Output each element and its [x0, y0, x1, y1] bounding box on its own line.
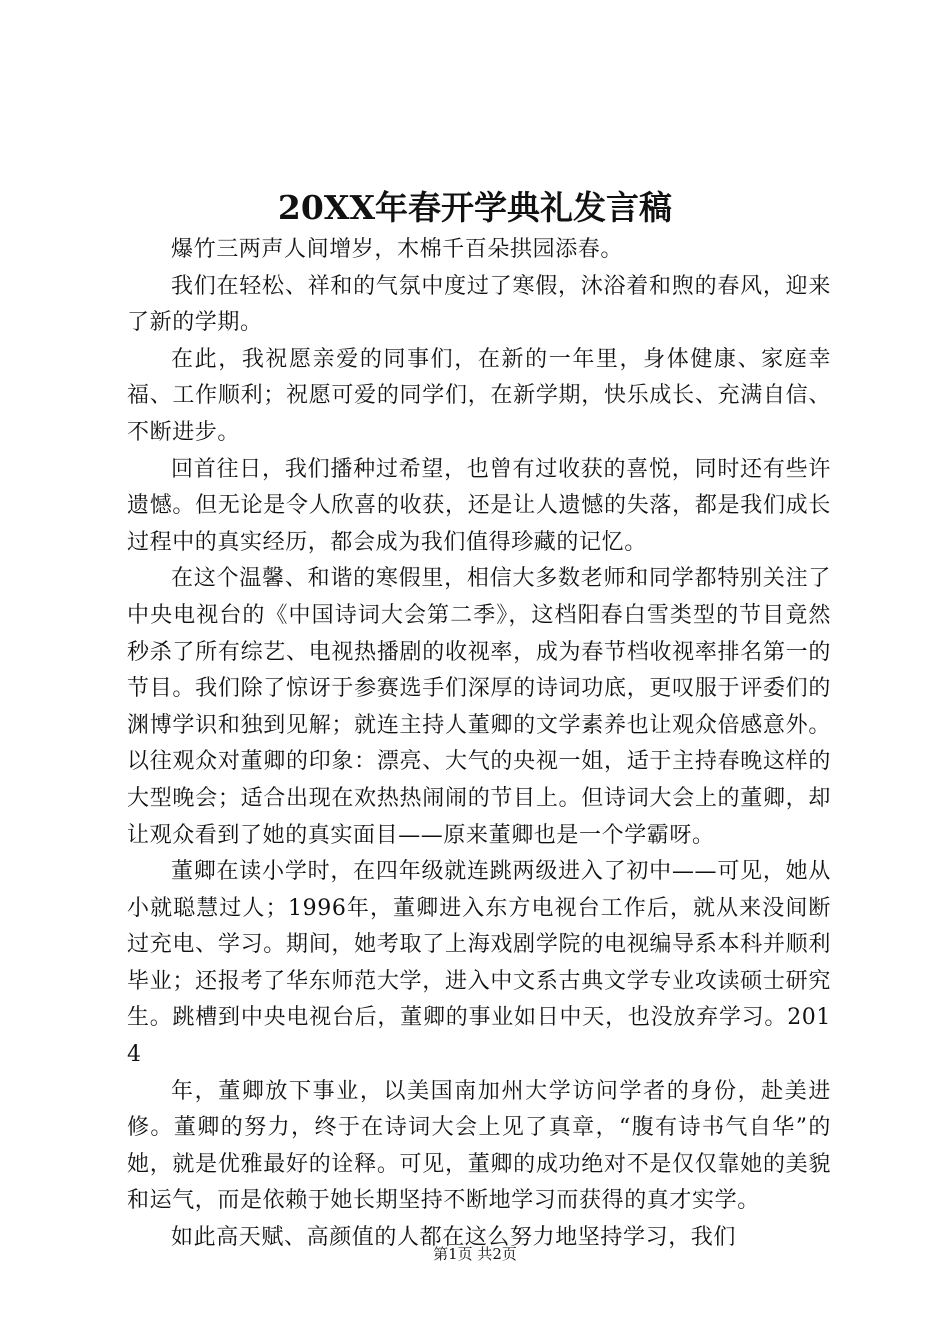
- paragraph: 董卿在读小学时，在四年级就连跳两级进入了初中——可见，她从小就聪慧过人；1996年，董卿进入东方电视台工作后，就从来没间断过充电、学习。期间，她考取了上海戏剧学院的电视编导系本科并顺利毕业；还报考了华东师范大学，进入中文系古典文学专业攻读硕士研究生。跳槽到中央电视台后，董卿的事业如日中天，也没放弃学习。2014: [127, 859, 831, 1068]
- document-title: 20XX年春开学典礼发言稿: [277, 188, 673, 227]
- paragraph: 回首往日，我们播种过希望，也曾有过收获的喜悦，同时还有些许遗憾。但无论是令人欣喜的收获，还是让人遗憾的失落，都是我们成长过程中的真实经历，都会成为我们值得珍藏的记忆。: [127, 456, 831, 555]
- paragraph: 年，董卿放下事业，以美国南加州大学访问学者的身份，赴美进修。董卿的努力，终于在诗词大会上见了真章，“腹有诗书气自华”的她，就是优雅最好的诠释。可见，董卿的成功绝对不是仅仅靠她的美貌和运气，而是依赖于她长期坚持不断地学习而获得的真才实学。: [127, 1078, 831, 1214]
- document-body: [127, 232, 831, 1257]
- page-footer: 第1页 共2页: [433, 1245, 517, 1263]
- paragraph: 爆竹三两声人间增岁，木棉千百朵拱园添春。: [171, 237, 624, 262]
- paragraph: 我们在轻松、祥和的气氛中度过了寒假，沐浴着和煦的春风，迎来了新的学期。: [127, 273, 831, 336]
- paragraph: 在此，我祝愿亲爱的同事们，在新的一年里，身体健康、家庭幸福、工作顺利；祝愿可爱的同学们，在新学期，快乐成长、充满自信、不断进步。: [127, 346, 831, 445]
- paragraph: 在这个温馨、和谐的寒假里，相信大多数老师和同学都特别关注了中央电视台的《中国诗词大会第二季》，这档阳春白雪类型的节目竟然秒杀了所有综艺、电视热播剧的收视率，成为春节档收视率排名第一的节目。我们除了惊讶于参赛选手们深厚的诗词功底，更叹服于评委们的渊博学识和独到见解；就连主持人董卿的文学素养也让观众倍感意外。以往观众对董卿的印象：漂亮、大气的央视一姐，适于主持春晚这样的大型晚会；适合出现在欢热热闹闹的节目上。但诗词大会上的董卿，却让观众看到了她的真实面目——原来董卿也是一个学霸呀。: [127, 566, 831, 848]
- paragraph: 如此高天赋、高颜值的人都在这么努力地坚持学习，我们: [171, 1225, 737, 1251]
